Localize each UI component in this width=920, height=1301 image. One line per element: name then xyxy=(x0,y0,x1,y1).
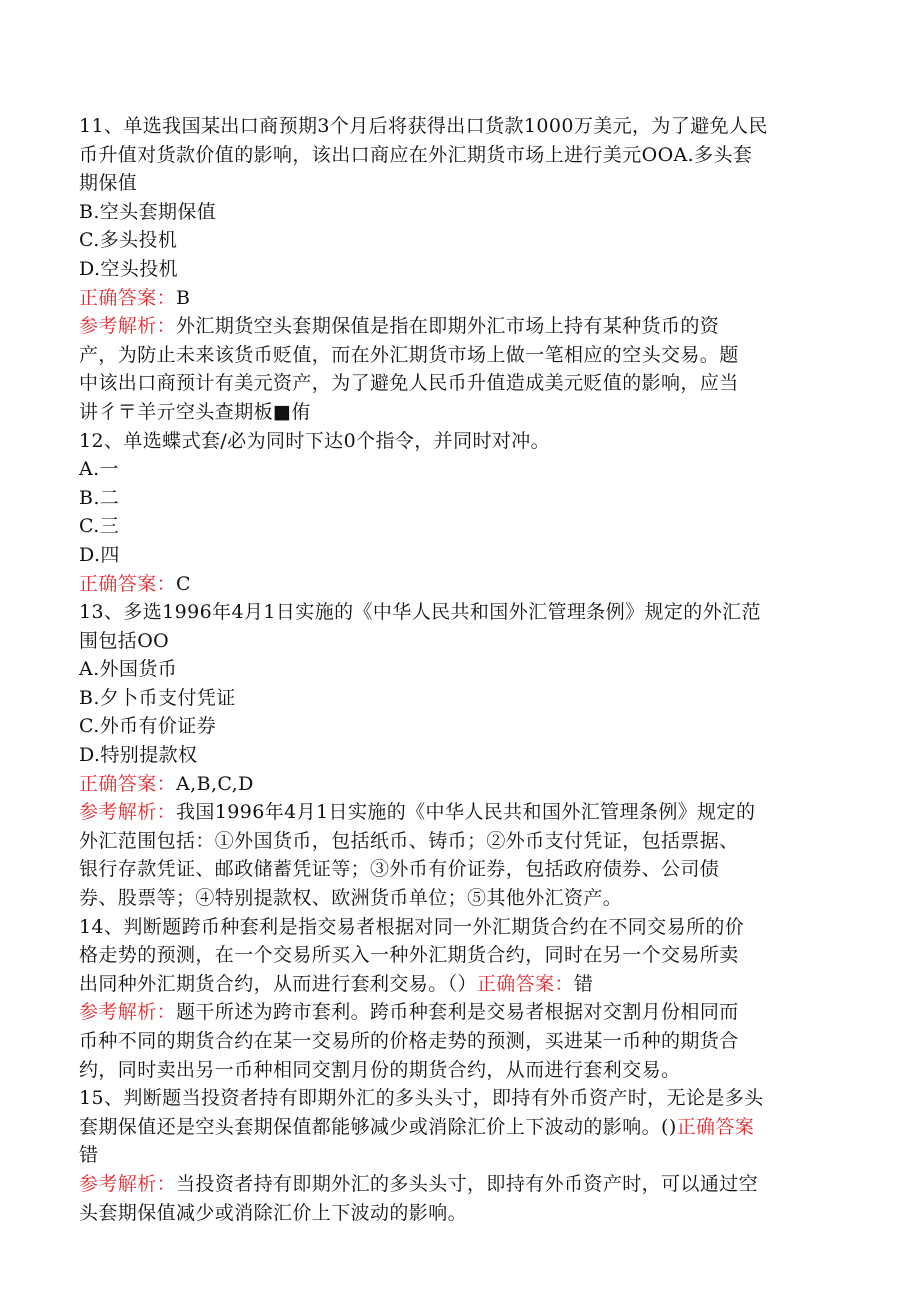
text-run: 头套期保值减少或消除汇价上下波动的影响。 xyxy=(79,1201,468,1224)
answer-label: 正确答案： xyxy=(79,572,177,595)
text-line xyxy=(79,427,839,456)
text-line xyxy=(79,484,839,513)
text-line xyxy=(79,684,839,713)
answer-label: 正确答案： xyxy=(79,286,177,309)
text-line xyxy=(79,1056,839,1085)
text-run: 中该出口商预计有美元资产，为了避免人民币升值造成美元贬值的影响，应当 xyxy=(79,372,739,395)
text-line xyxy=(79,741,839,770)
text-line xyxy=(79,226,839,255)
text-run: B.二 xyxy=(79,486,120,509)
text-line xyxy=(79,369,839,398)
text-run: 错 xyxy=(573,972,594,995)
text-run: A,B,C,D xyxy=(176,772,254,795)
text-line xyxy=(79,1199,839,1228)
text-line xyxy=(79,141,839,170)
answer-label: 参考解析： xyxy=(79,315,177,338)
text-line xyxy=(79,855,839,884)
text-line xyxy=(79,541,839,570)
text-run: 13、多选1996年4月1日实施的《中华人民共和国外汇管理条例》规定的外汇范 xyxy=(79,601,761,624)
text-line xyxy=(79,1170,839,1199)
text-run: 银行存款凭证、邮政储蓄凭证等；③外币有价证券，包括政府债券、公司债 xyxy=(79,858,720,881)
text-line xyxy=(79,112,839,141)
text-run: 15、判断题当投资者持有即期外汇的多头头寸，即持有外币资产时，无论是多头 xyxy=(79,1087,764,1110)
text-run: C.外币有价证券 xyxy=(79,715,217,738)
text-run: 14、判断题跨币种套利是指交易者根据对同一外汇期货合约在不同交易所的价 xyxy=(79,915,745,938)
text-run: 讲彳〒羊亓空头查期板■侑 xyxy=(79,400,311,423)
text-line xyxy=(79,798,839,827)
text-line xyxy=(79,627,839,656)
text-run: A.一 xyxy=(79,458,119,481)
text-run: 出同种外汇期货合约，从而进行套利交易。（） xyxy=(79,972,477,995)
text-line xyxy=(79,770,839,799)
text-run: D.空头投机 xyxy=(79,257,178,280)
text-run: B.空头套期保值 xyxy=(79,200,217,223)
text-line xyxy=(79,512,839,541)
text-line xyxy=(79,255,839,284)
answer-label: 正确答案： xyxy=(476,972,574,995)
answer-label: 正确答案 xyxy=(676,1115,755,1138)
text-run: 约，同时卖出另一币种相同交割月份的期货合约，从而进行套利交易。 xyxy=(79,1058,681,1081)
text-run: C.多头投机 xyxy=(79,229,178,252)
answer-label: 参考解析： xyxy=(79,1172,177,1195)
text-line xyxy=(79,1141,839,1170)
text-line xyxy=(79,913,839,942)
text-run: 券、股票等；④特别提款权、欧洲货币单位；⑤其他外汇资产。 xyxy=(79,887,623,910)
text-run: B xyxy=(176,286,191,309)
text-run: 围包括OO xyxy=(79,629,170,652)
text-line xyxy=(79,341,839,370)
text-line xyxy=(79,941,839,970)
text-line xyxy=(79,312,839,341)
text-run: C xyxy=(176,572,191,595)
answer-label: 参考解析： xyxy=(79,1001,177,1024)
text-run: D.四 xyxy=(79,543,120,566)
text-run: B.夕卜币支付凭证 xyxy=(79,686,236,709)
text-line xyxy=(79,169,839,198)
text-run: 格走势的预测，在一个交易所买入一种外汇期货合约，同时在另一个交易所卖 xyxy=(79,944,739,967)
text-line xyxy=(79,1113,839,1142)
text-line xyxy=(79,570,839,599)
text-run: 产，为防止未来该货币贬值，而在外汇期货市场上做一笔相应的空头交易。题 xyxy=(79,343,739,366)
text-run: 我国1996年4月1日实施的《中华人民共和国外汇管理条例》规定的 xyxy=(176,801,756,824)
text-run: 错 xyxy=(79,1144,99,1167)
text-run: D.特别提款权 xyxy=(79,744,198,767)
text-run: 12、单选蝶式套/必为同时下达0个指令，并同时对冲。 xyxy=(79,429,551,452)
text-run: 外汇范围包括：①外国货币，包括纸币、铸币；②外币支付凭证，包括票据、 xyxy=(79,829,739,852)
text-line xyxy=(79,455,839,484)
text-line xyxy=(79,998,839,1027)
text-run: 11、单选我国某出口商预期3个月后将获得出口货款1000万美元，为了避免人民 xyxy=(79,115,768,137)
text-line xyxy=(79,198,839,227)
text-run: 币种不同的期货合约在某一交易所的价格走势的预测，买进某一币种的期货合 xyxy=(79,1030,739,1052)
text-run: 套期保值还是空头套期保值都能够减少或消除汇价上下波动的影响。() xyxy=(79,1115,677,1138)
text-line xyxy=(79,284,839,313)
text-line xyxy=(79,884,839,913)
document-page xyxy=(79,112,839,1227)
text-run: 币升值对货款价值的影响，该出口商应在外汇期货市场上进行美元OOA.多头套 xyxy=(79,143,753,166)
text-line xyxy=(79,712,839,741)
answer-label: 参考解析： xyxy=(79,801,177,824)
text-line xyxy=(79,598,839,627)
text-run: C.三 xyxy=(79,515,120,538)
text-run: 期保值 xyxy=(79,172,138,195)
text-line xyxy=(79,1084,839,1113)
text-line xyxy=(79,655,839,684)
text-line xyxy=(79,1027,839,1056)
text-run: A.外国货币 xyxy=(79,658,178,681)
text-run: 题干所述为跨市套利。跨币种套利是交易者根据对交割月份相同而 xyxy=(176,1001,739,1024)
answer-label: 正确答案： xyxy=(79,772,177,795)
text-run: 外汇期货空头套期保值是指在即期外汇市场上持有某种货币的资 xyxy=(176,315,720,338)
text-line xyxy=(79,970,839,999)
text-line xyxy=(79,398,839,427)
text-line xyxy=(79,827,839,856)
text-run: 当投资者持有即期外汇的多头头寸，即持有外币资产时，可以通过空 xyxy=(176,1172,759,1195)
